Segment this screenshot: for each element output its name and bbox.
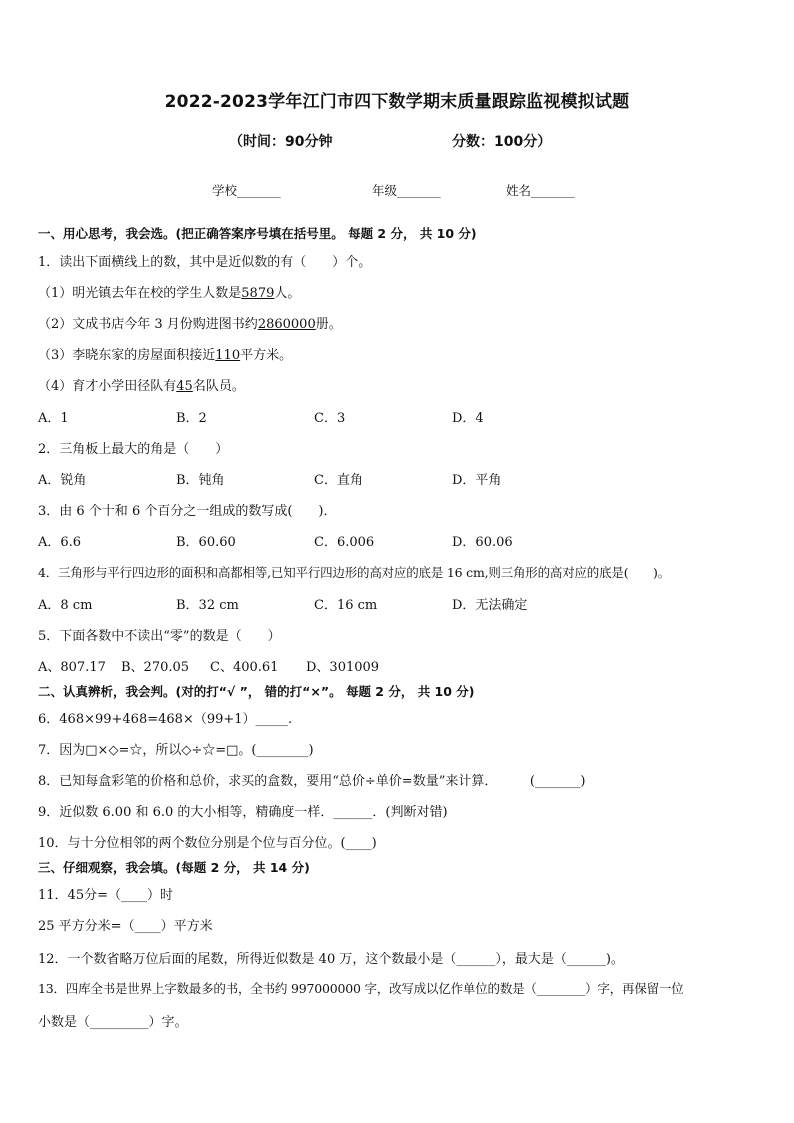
q5-stem: 5．下面各数中不读出“零”的数是（ ） xyxy=(38,629,281,644)
q1-s4-number: 45 xyxy=(176,379,193,394)
q2-option-d: D．平角 xyxy=(452,473,502,488)
q1-statement-3 xyxy=(38,344,292,363)
q8: 8．已知每盒彩笔的价格和总价，求买的盒数，要用“总价÷单价=数量”来计算． (_______) xyxy=(38,774,586,789)
q2-option-a: A．锐角 xyxy=(38,473,87,488)
q1-option-b: B．2 xyxy=(176,411,207,426)
q3-stem: 3．由 6 个十和 6 个百分之一组成的数写成( )． xyxy=(38,504,337,519)
q1-s2-text: （2）文成书店今年 3 月份购进图书约 xyxy=(38,317,258,332)
q4-option-c: C．16 cm xyxy=(314,598,378,613)
q10: 10．与十分位相邻的两个数位分别是个位与百分位。(____) xyxy=(38,836,377,851)
q1-s2-unit: 册。 xyxy=(315,317,342,332)
section-3-heading: 三、仔细观察，我会填。(每题 2 分， 共 14 分) xyxy=(38,860,310,875)
q2-stem: 2．三角板上最大的角是（ ） xyxy=(38,442,229,457)
exam-time: （时间：90分钟 xyxy=(229,134,333,150)
q1-s1-unit: 人。 xyxy=(274,286,301,301)
q4-stem: 4．三角形与平行四边形的面积和高都相等,已知平行四边形的高对应的底是 16 cm,则三角形的高对应的底是( )。 xyxy=(38,565,670,580)
q1-s4-text: （4）育才小学田径队有 xyxy=(38,379,177,394)
q1-statement-2 xyxy=(38,313,342,332)
q13-line-2: 小数是（_________）字。 xyxy=(38,1015,188,1030)
grade-field: 年级_______ xyxy=(372,183,441,198)
q7: 7．因为□×◇=☆，所以◇÷☆=□。(________) xyxy=(38,743,314,758)
q1-s2-number: 2860000 xyxy=(257,317,316,332)
q2-option-c: C．直角 xyxy=(314,473,363,488)
q1-s3-number: 110 xyxy=(215,348,241,363)
q2-option-b: B．钝角 xyxy=(176,473,225,488)
q5-option-d: D、301009 xyxy=(306,660,380,675)
section-2-heading: 二、认真辨析，我会判。(对的打“√ ”， 错的打“×”。 每题 2 分， 共 10 分) xyxy=(38,684,475,699)
school-field: 学校_______ xyxy=(212,183,281,198)
section-1-heading: 一、用心思考，我会选。(把正确答案序号填在括号里。 每题 2 分， 共 10 分) xyxy=(38,226,477,241)
q1-option-c: C．3 xyxy=(314,411,346,426)
q6: 6．468×99+468=468×（99+1）_____. xyxy=(38,712,293,727)
q3-option-c: C．6.006 xyxy=(314,535,375,550)
exam-title: 2022-2023学年江门市四下数学期末质量跟踪监视模拟试题 xyxy=(164,92,630,112)
q1-option-d: D．4 xyxy=(452,411,484,426)
q1-s4-unit: 名队员。 xyxy=(192,379,245,394)
q5-option-b: B、270.05 xyxy=(121,660,190,675)
q9: 9．近似数 6.00 和 6.0 的大小相等，精确度一样．______．(判断对错) xyxy=(38,805,448,820)
q11-part-2: 25 平方分米=（____）平方米 xyxy=(38,919,213,934)
q1-s1-number: 5879 xyxy=(241,286,275,301)
exam-score: 分数：100分） xyxy=(452,134,552,150)
q5-option-c: C、400.61 xyxy=(210,660,279,675)
q1-s3-text: （3）李晓东家的房屋面积接近 xyxy=(38,348,216,363)
q3-option-a: A．6.6 xyxy=(38,535,82,550)
name-field: 姓名_______ xyxy=(506,183,575,198)
q4-option-a: A．8 cm xyxy=(38,598,93,613)
q1-s1-text: （1）明光镇去年在校的学生人数是 xyxy=(38,286,242,301)
q1-s3-unit: 平方米。 xyxy=(240,348,293,363)
q1-statement-4 xyxy=(38,375,245,394)
q5-option-a: A、807.17 xyxy=(38,660,106,675)
q4-option-b: B．32 cm xyxy=(176,598,239,613)
q13-line-1: 13．四库全书是世界上字数最多的书，全书约 997000000 字，改写成以亿作单位的数是（________）字，再保留一位 xyxy=(38,981,684,996)
q11-part-1: 11．45分=（____）时 xyxy=(38,888,173,903)
q4-option-d: D．无法确定 xyxy=(452,598,528,613)
q1-option-a: A．1 xyxy=(38,411,69,426)
q1-stem: 1．读出下面横线上的数，其中是近似数的有（ ）个。 xyxy=(38,255,372,270)
q3-option-b: B．60.60 xyxy=(176,535,236,550)
q1-statement-1 xyxy=(38,282,300,301)
q3-option-d: D．60.06 xyxy=(452,535,513,550)
q12: 12．一个数省略万位后面的尾数，所得近似数是 40 万，这个数最小是（______），最大是（______)。 xyxy=(38,952,624,967)
